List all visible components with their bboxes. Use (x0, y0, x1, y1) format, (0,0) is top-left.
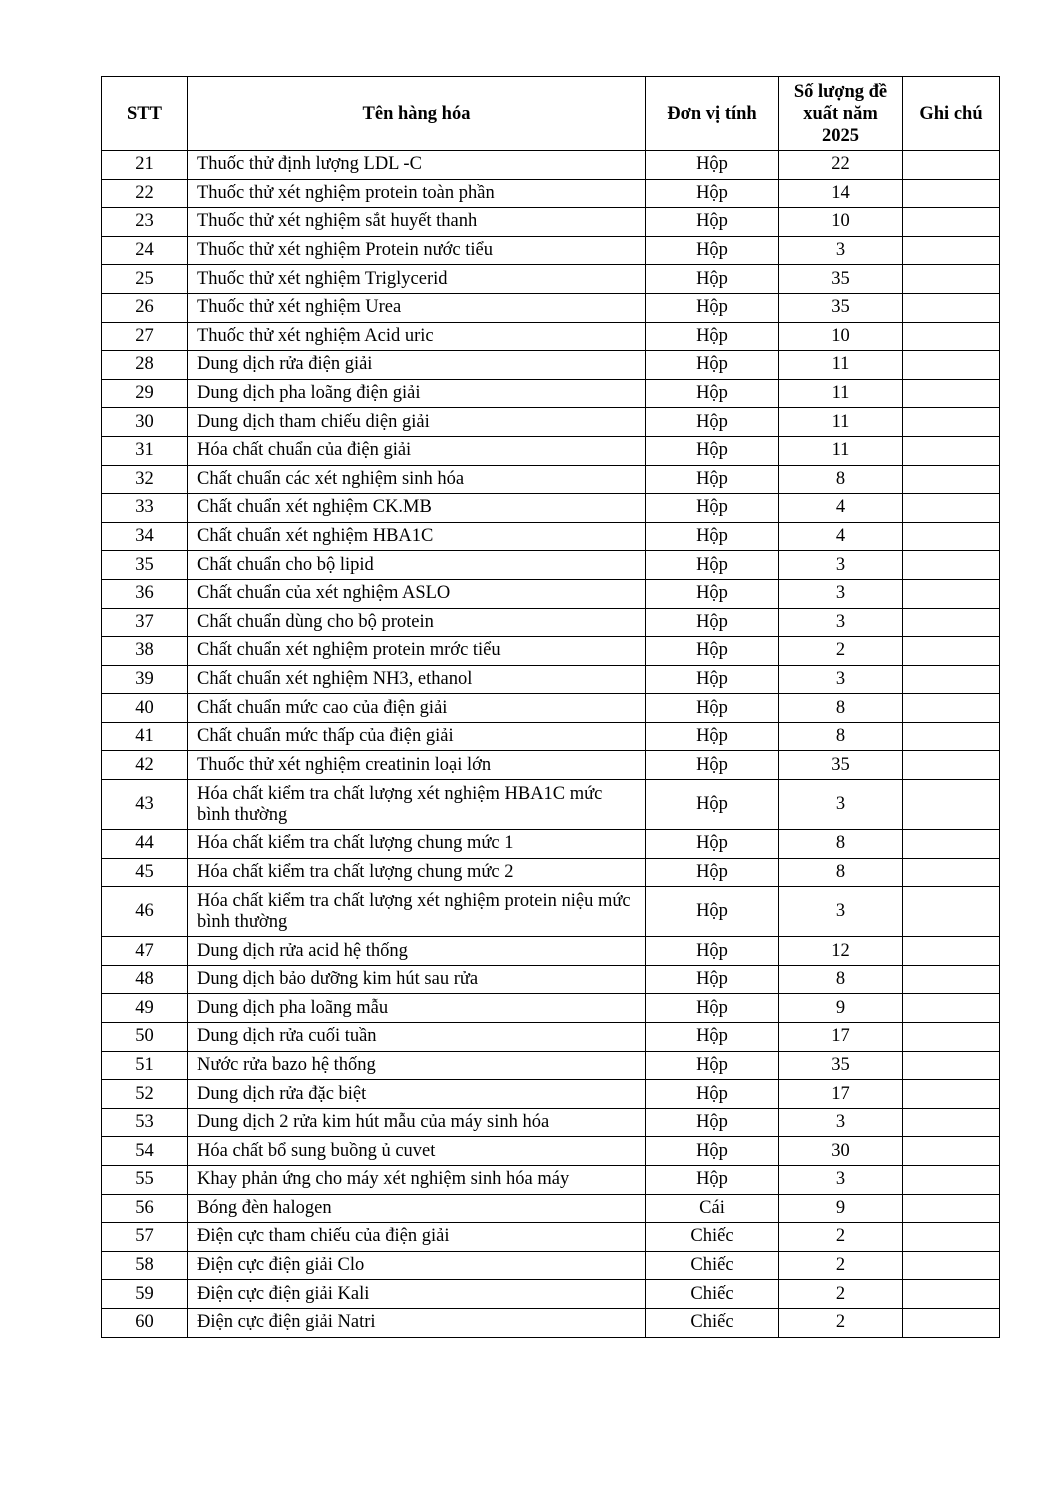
cell-note (903, 1051, 1000, 1080)
cell-unit: Hộp (646, 1051, 779, 1080)
cell-qty: 8 (779, 830, 903, 859)
cell-stt: 45 (102, 858, 188, 887)
cell-unit: Hộp (646, 1137, 779, 1166)
table-row (102, 179, 1000, 208)
cell-qty: 3 (779, 887, 903, 937)
cell-qty: 4 (779, 522, 903, 551)
cell-unit: Hộp (646, 937, 779, 966)
cell-stt: 35 (102, 551, 188, 580)
cell-qty: 22 (779, 151, 903, 180)
cell-qty: 3 (779, 1166, 903, 1195)
table-row (102, 379, 1000, 408)
table-row (102, 1223, 1000, 1252)
cell-note (903, 994, 1000, 1023)
cell-name: Chất chuẩn các xét nghiệm sinh hóa (188, 465, 646, 494)
table-row (102, 1194, 1000, 1223)
cell-note (903, 379, 1000, 408)
header-unit: Đơn vị tính (646, 77, 779, 151)
cell-stt: 49 (102, 994, 188, 1023)
cell-note (903, 637, 1000, 666)
cell-unit: Hộp (646, 751, 779, 780)
cell-note (903, 694, 1000, 723)
cell-note (903, 858, 1000, 887)
cell-name: Chất chuẩn xét nghiệm CK.MB (188, 494, 646, 523)
cell-stt: 46 (102, 887, 188, 937)
table-row (102, 1308, 1000, 1337)
cell-unit: Hộp (646, 887, 779, 937)
cell-qty: 8 (779, 694, 903, 723)
header-note: Ghi chú (903, 77, 1000, 151)
cell-qty: 8 (779, 858, 903, 887)
cell-name: Bóng đèn halogen (188, 1194, 646, 1223)
cell-stt: 42 (102, 751, 188, 780)
cell-stt: 58 (102, 1251, 188, 1280)
table-row (102, 322, 1000, 351)
cell-stt: 24 (102, 236, 188, 265)
cell-name: Chất chuẩn mức cao của điện giải (188, 694, 646, 723)
cell-qty: 3 (779, 665, 903, 694)
cell-stt: 47 (102, 937, 188, 966)
cell-qty: 9 (779, 994, 903, 1023)
table-row (102, 522, 1000, 551)
table-row (102, 722, 1000, 751)
cell-unit: Hộp (646, 608, 779, 637)
cell-qty: 11 (779, 408, 903, 437)
cell-unit: Hộp (646, 994, 779, 1023)
table-row (102, 858, 1000, 887)
cell-unit: Hộp (646, 1080, 779, 1109)
cell-unit: Hộp (646, 322, 779, 351)
cell-unit: Hộp (646, 965, 779, 994)
cell-qty: 30 (779, 1137, 903, 1166)
cell-name: Dung dịch pha loãng mẫu (188, 994, 646, 1023)
cell-unit: Chiếc (646, 1223, 779, 1252)
table-row (102, 994, 1000, 1023)
table-row (102, 265, 1000, 294)
cell-note (903, 751, 1000, 780)
table-row (102, 694, 1000, 723)
cell-qty: 14 (779, 179, 903, 208)
cell-note (903, 265, 1000, 294)
cell-qty: 2 (779, 637, 903, 666)
cell-name: Dung dịch rửa điện giải (188, 351, 646, 380)
cell-name: Dung dịch 2 rửa kim hút mẫu của máy sinh hóa (188, 1108, 646, 1137)
cell-qty: 3 (779, 236, 903, 265)
cell-unit: Hộp (646, 379, 779, 408)
cell-name: Hóa chất kiểm tra chất lượng chung mức 1 (188, 830, 646, 859)
cell-note (903, 965, 1000, 994)
cell-stt: 48 (102, 965, 188, 994)
cell-note (903, 351, 1000, 380)
cell-unit: Hộp (646, 665, 779, 694)
cell-stt: 30 (102, 408, 188, 437)
cell-name: Chất chuẩn cho bộ lipid (188, 551, 646, 580)
cell-qty: 8 (779, 722, 903, 751)
cell-note (903, 293, 1000, 322)
cell-name: Dung dịch bảo dưỡng kim hút sau rửa (188, 965, 646, 994)
table-row (102, 293, 1000, 322)
cell-unit: Hộp (646, 694, 779, 723)
cell-name: Thuốc thử xét nghiệm Urea (188, 293, 646, 322)
cell-stt: 55 (102, 1166, 188, 1195)
cell-note (903, 151, 1000, 180)
table-row (102, 151, 1000, 180)
cell-note (903, 236, 1000, 265)
cell-note (903, 551, 1000, 580)
table-body (102, 151, 1000, 1338)
cell-qty: 17 (779, 1080, 903, 1109)
cell-name: Thuốc thử định lượng LDL -C (188, 151, 646, 180)
cell-qty: 35 (779, 293, 903, 322)
cell-unit: Hộp (646, 293, 779, 322)
table-row (102, 579, 1000, 608)
cell-unit: Hộp (646, 637, 779, 666)
cell-note (903, 1251, 1000, 1280)
cell-note (903, 1223, 1000, 1252)
cell-unit: Hộp (646, 265, 779, 294)
cell-name: Khay phản ứng cho máy xét nghiệm sinh hóa máy (188, 1166, 646, 1195)
cell-stt: 33 (102, 494, 188, 523)
table-row (102, 1023, 1000, 1052)
cell-stt: 31 (102, 436, 188, 465)
cell-unit: Hộp (646, 830, 779, 859)
cell-name: Chất chuẩn mức thấp của điện giải (188, 722, 646, 751)
cell-name: Dung dịch rửa acid hệ thống (188, 937, 646, 966)
cell-stt: 56 (102, 1194, 188, 1223)
cell-unit: Chiếc (646, 1280, 779, 1309)
cell-unit: Hộp (646, 436, 779, 465)
cell-name: Thuốc thử xét nghiệm Acid uric (188, 322, 646, 351)
cell-qty: 17 (779, 1023, 903, 1052)
cell-name: Chất chuẩn xét nghiệm protein mrớc tiểu (188, 637, 646, 666)
table-row (102, 937, 1000, 966)
cell-qty: 3 (779, 579, 903, 608)
cell-stt: 52 (102, 1080, 188, 1109)
cell-stt: 23 (102, 208, 188, 237)
cell-qty: 2 (779, 1251, 903, 1280)
cell-stt: 25 (102, 265, 188, 294)
cell-unit: Hộp (646, 494, 779, 523)
table-row (102, 1137, 1000, 1166)
cell-unit: Hộp (646, 722, 779, 751)
table-row (102, 465, 1000, 494)
table-row (102, 1166, 1000, 1195)
cell-stt: 54 (102, 1137, 188, 1166)
cell-name: Hóa chất kiểm tra chất lượng xét nghiệm protein niệu mức bình thường (188, 887, 646, 937)
cell-note (903, 937, 1000, 966)
cell-qty: 35 (779, 265, 903, 294)
cell-name: Điện cực điện giải Clo (188, 1251, 646, 1280)
cell-stt: 27 (102, 322, 188, 351)
cell-note (903, 494, 1000, 523)
cell-name: Hóa chất chuẩn của điện giải (188, 436, 646, 465)
cell-note (903, 465, 1000, 494)
cell-note (903, 1166, 1000, 1195)
cell-qty: 9 (779, 1194, 903, 1223)
cell-unit: Hộp (646, 179, 779, 208)
cell-stt: 50 (102, 1023, 188, 1052)
cell-qty: 8 (779, 465, 903, 494)
cell-name: Chất chuẩn xét nghiệm HBA1C (188, 522, 646, 551)
cell-stt: 59 (102, 1280, 188, 1309)
table-row (102, 830, 1000, 859)
cell-note (903, 522, 1000, 551)
header-name: Tên hàng hóa (188, 77, 646, 151)
cell-note (903, 1308, 1000, 1337)
table-row (102, 1108, 1000, 1137)
cell-name: Chất chuẩn xét nghiệm NH3, ethanol (188, 665, 646, 694)
cell-note (903, 665, 1000, 694)
cell-qty: 2 (779, 1308, 903, 1337)
cell-note (903, 830, 1000, 859)
cell-note (903, 1194, 1000, 1223)
cell-note (903, 408, 1000, 437)
cell-stt: 43 (102, 780, 188, 830)
table-row (102, 751, 1000, 780)
cell-name: Hóa chất bổ sung buồng ủ cuvet (188, 1137, 646, 1166)
cell-qty: 12 (779, 937, 903, 966)
cell-unit: Hộp (646, 551, 779, 580)
cell-note (903, 722, 1000, 751)
cell-note (903, 579, 1000, 608)
cell-note (903, 1137, 1000, 1166)
cell-unit: Hộp (646, 408, 779, 437)
table-row (102, 1280, 1000, 1309)
cell-stt: 21 (102, 151, 188, 180)
cell-qty: 2 (779, 1280, 903, 1309)
table-row (102, 637, 1000, 666)
cell-unit: Hộp (646, 465, 779, 494)
cell-name: Hóa chất kiểm tra chất lượng xét nghiệm HBA1C mức bình thường (188, 780, 646, 830)
cell-qty: 11 (779, 436, 903, 465)
cell-unit: Chiếc (646, 1251, 779, 1280)
cell-qty: 10 (779, 322, 903, 351)
cell-unit: Hộp (646, 351, 779, 380)
cell-stt: 22 (102, 179, 188, 208)
table-row (102, 494, 1000, 523)
cell-note (903, 1023, 1000, 1052)
cell-name: Chất chuẩn dùng cho bộ protein (188, 608, 646, 637)
goods-table (101, 76, 1000, 1338)
table-row (102, 551, 1000, 580)
cell-unit: Hộp (646, 1023, 779, 1052)
cell-note (903, 887, 1000, 937)
cell-stt: 40 (102, 694, 188, 723)
cell-stt: 53 (102, 1108, 188, 1137)
table-row (102, 408, 1000, 437)
cell-name: Thuốc thử xét nghiệm Protein nước tiểu (188, 236, 646, 265)
cell-qty: 4 (779, 494, 903, 523)
cell-unit: Hộp (646, 858, 779, 887)
cell-qty: 8 (779, 965, 903, 994)
header-qty: Số lượng đề xuất năm 2025 (779, 77, 903, 151)
cell-name: Thuốc thử xét nghiệm sắt huyết thanh (188, 208, 646, 237)
cell-stt: 38 (102, 637, 188, 666)
table-row (102, 236, 1000, 265)
cell-name: Dung dịch pha loãng điện giải (188, 379, 646, 408)
table-row (102, 1251, 1000, 1280)
cell-unit: Cái (646, 1194, 779, 1223)
cell-stt: 51 (102, 1051, 188, 1080)
cell-name: Điện cực tham chiếu của điện giải (188, 1223, 646, 1252)
table-row (102, 780, 1000, 830)
table-row (102, 351, 1000, 380)
table-row (102, 1080, 1000, 1109)
cell-name: Điện cực điện giải Kali (188, 1280, 646, 1309)
cell-unit: Hộp (646, 1108, 779, 1137)
cell-qty: 35 (779, 751, 903, 780)
cell-stt: 32 (102, 465, 188, 494)
table-row (102, 208, 1000, 237)
cell-qty: 3 (779, 608, 903, 637)
cell-qty: 11 (779, 379, 903, 408)
cell-note (903, 608, 1000, 637)
cell-qty: 2 (779, 1223, 903, 1252)
cell-stt: 28 (102, 351, 188, 380)
cell-unit: Hộp (646, 780, 779, 830)
cell-name: Chất chuẩn của xét nghiệm ASLO (188, 579, 646, 608)
cell-stt: 37 (102, 608, 188, 637)
cell-unit: Hộp (646, 208, 779, 237)
cell-note (903, 208, 1000, 237)
cell-qty: 11 (779, 351, 903, 380)
cell-unit: Chiếc (646, 1308, 779, 1337)
cell-unit: Hộp (646, 236, 779, 265)
cell-name: Thuốc thử xét nghiệm Triglycerid (188, 265, 646, 294)
cell-stt: 29 (102, 379, 188, 408)
cell-unit: Hộp (646, 579, 779, 608)
cell-unit: Hộp (646, 1166, 779, 1195)
cell-name: Thuốc thử xét nghiệm protein toàn phần (188, 179, 646, 208)
cell-name: Dung dịch rửa đặc biệt (188, 1080, 646, 1109)
cell-unit: Hộp (646, 522, 779, 551)
cell-qty: 35 (779, 1051, 903, 1080)
table-row (102, 665, 1000, 694)
cell-name: Nước rửa bazo hệ thống (188, 1051, 646, 1080)
table-row (102, 887, 1000, 937)
cell-stt: 57 (102, 1223, 188, 1252)
cell-note (903, 1280, 1000, 1309)
table-row (102, 608, 1000, 637)
cell-unit: Hộp (646, 151, 779, 180)
cell-qty: 3 (779, 551, 903, 580)
cell-note (903, 179, 1000, 208)
header-row (102, 77, 1000, 151)
cell-name: Thuốc thử xét nghiệm creatinin loại lớn (188, 751, 646, 780)
table-row (102, 1051, 1000, 1080)
table-row (102, 965, 1000, 994)
table-row (102, 436, 1000, 465)
cell-note (903, 436, 1000, 465)
cell-note (903, 1108, 1000, 1137)
cell-stt: 39 (102, 665, 188, 694)
cell-name: Điện cực điện giải Natri (188, 1308, 646, 1337)
cell-qty: 10 (779, 208, 903, 237)
cell-stt: 60 (102, 1308, 188, 1337)
cell-qty: 3 (779, 780, 903, 830)
cell-name: Dung dịch tham chiếu diện giải (188, 408, 646, 437)
cell-name: Dung dịch rửa cuối tuần (188, 1023, 646, 1052)
cell-stt: 34 (102, 522, 188, 551)
cell-stt: 41 (102, 722, 188, 751)
cell-stt: 44 (102, 830, 188, 859)
cell-note (903, 322, 1000, 351)
cell-stt: 36 (102, 579, 188, 608)
cell-note (903, 780, 1000, 830)
cell-name: Hóa chất kiểm tra chất lượng chung mức 2 (188, 858, 646, 887)
header-stt: STT (102, 77, 188, 151)
cell-note (903, 1080, 1000, 1109)
cell-stt: 26 (102, 293, 188, 322)
cell-qty: 3 (779, 1108, 903, 1137)
